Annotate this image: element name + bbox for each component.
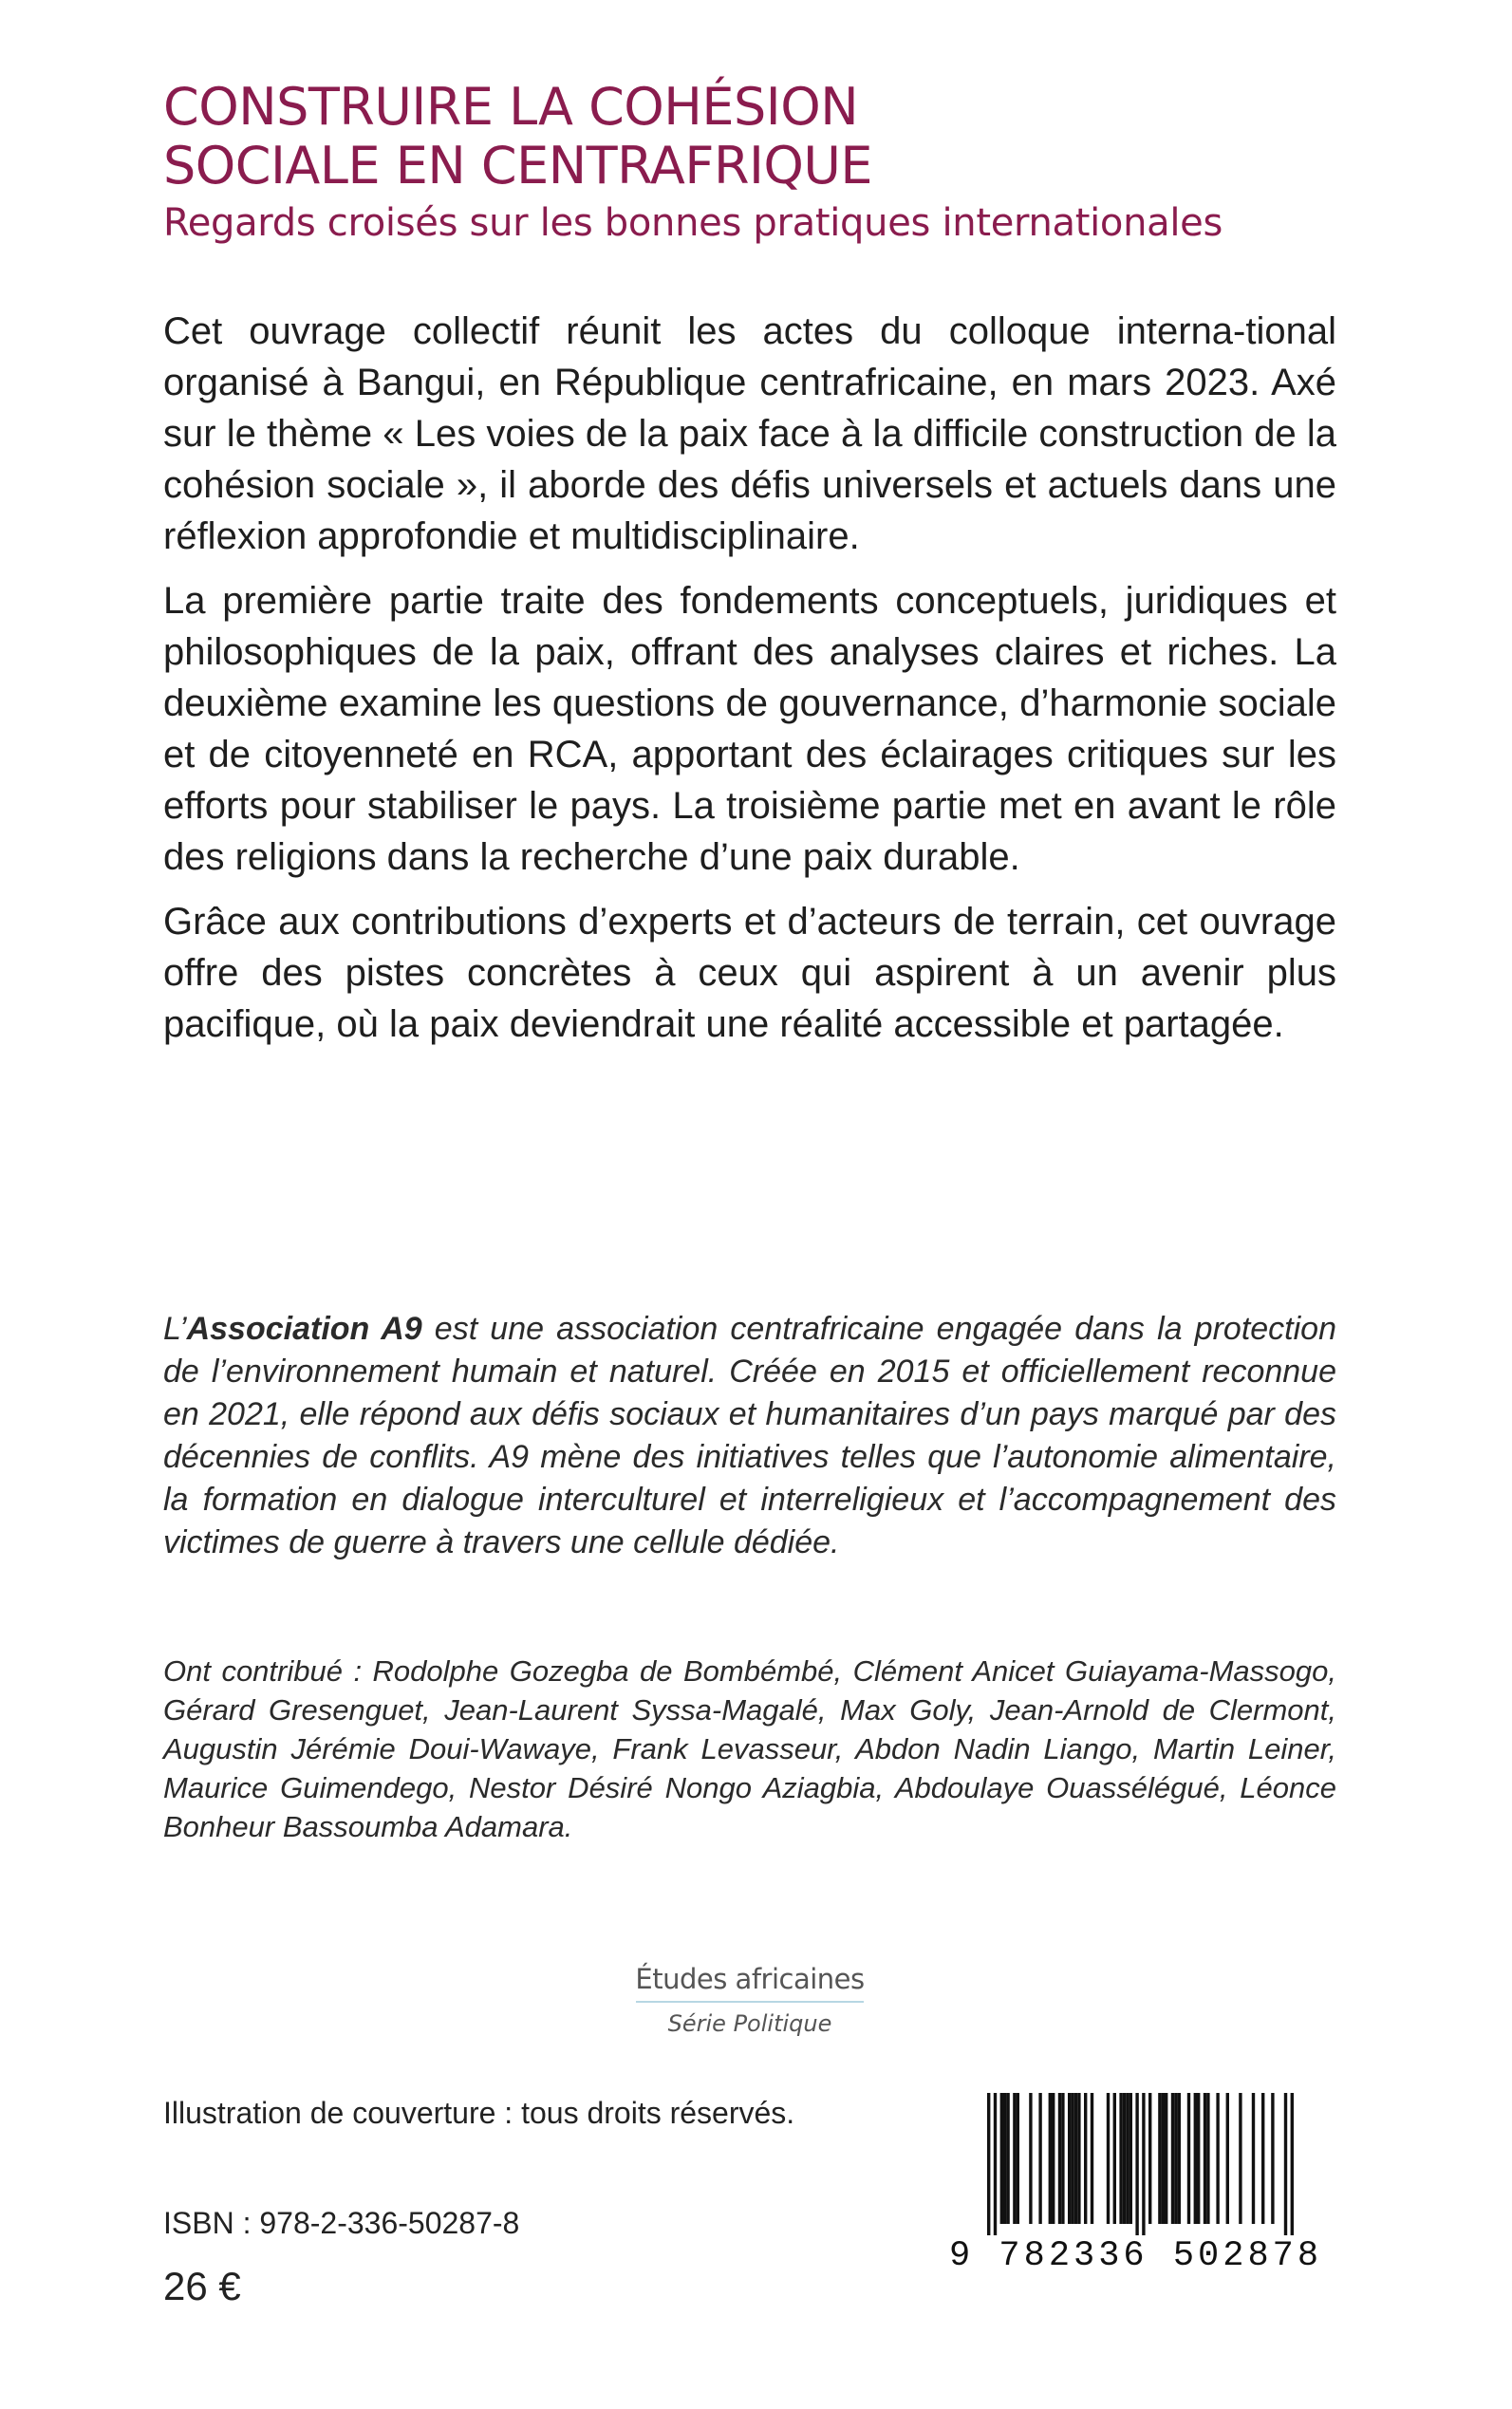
barcode-bar — [1216, 2093, 1219, 2224]
barcode-bar — [1068, 2093, 1071, 2224]
association-text: est une association centrafricaine engagée dans la protection de l’environnement humain et naturel. Créée en 2015 et officiellement reconnue en 2021, elle répond aux défis sociaux et humanitaires d’un pays marqué par des décennies de conflits. A9 mène des initiatives telles que l’autonomie alimentaire, la formation en dialogue interculturel et interreligieux et l’accompagnement des victimes de guerre à travers une cellule dédiée. — [163, 1311, 1336, 1560]
barcode-bars — [987, 2093, 1310, 2235]
barcode-bar — [1006, 2093, 1009, 2224]
isbn: ISBN : 978-2-336-50287-8 — [163, 2206, 520, 2240]
barcode-bar — [1252, 2093, 1255, 2224]
barcode-bar — [1194, 2093, 1197, 2224]
barcode-bar — [1226, 2093, 1229, 2224]
illustration-credit: Illustration de couverture : tous droits réservés. — [163, 2096, 795, 2130]
barcode-bar — [1107, 2093, 1110, 2224]
barcode-bar — [1135, 2093, 1138, 2235]
barcode-bar — [1049, 2093, 1052, 2224]
barcode-bar — [1038, 2093, 1041, 2224]
barcode-bar — [1162, 2093, 1165, 2224]
barcode-bar — [1271, 2093, 1274, 2224]
book-title-line-2: SOCIALE EN CENTRAFRIQUE — [163, 136, 873, 196]
barcode-bar — [1291, 2093, 1294, 2235]
barcode-bar — [1204, 2093, 1206, 2224]
barcode-bar — [1165, 2093, 1167, 2224]
barcode-bar — [1077, 2093, 1080, 2224]
book-subtitle: Regards croisés sur les bonnes pratiques internationales — [163, 201, 1223, 245]
barcode-bar — [987, 2093, 990, 2235]
barcode-bar — [1142, 2093, 1145, 2235]
blurb — [163, 306, 1336, 1063]
blurb-paragraph-3: Grâce aux contributions d’experts et d’acteurs de terrain, cet ouvrage offre des pistes concrètes à ceux qui aspirent à un avenir plus pacifique, où la paix deviendrait une réalité accessible et partagée. — [163, 901, 1336, 1045]
barcode-bar — [1003, 2093, 1006, 2224]
collection-name: Études africaines — [635, 1963, 865, 1995]
barcode-bar — [1091, 2093, 1093, 2224]
barcode-bar — [994, 2093, 997, 2235]
association-description — [163, 1308, 1336, 1564]
barcode-bar — [1239, 2093, 1241, 2224]
barcode-bar — [1178, 2093, 1181, 2224]
barcode-bar — [1119, 2093, 1122, 2224]
contributors-list: Ont contribué : Rodolphe Gozegba de Bombémbé, Clément Anicet Guiayama-Massogo, Gérard Gresenguet, Jean-Laurent Syssa-Magalé, Max Goly, Jean-Arnold de Clermont, Augustin Jérémie Doui-Wawaye, Frank Levasseur, Abdon Nadin Liango, Martin Leiner, Maurice Guimendego, Nestor Désiré Nongo Aziagbia, Abdoulaye Ouassélégué, Léonce Bonheur Bassoumba Adamara. — [163, 1654, 1336, 1843]
barcode-bar — [1074, 2093, 1077, 2224]
barcode-digits: 9 782336 502878 — [949, 2236, 1323, 2276]
barcode-bar — [1113, 2093, 1116, 2224]
collection-series: Série Politique — [667, 2010, 832, 2037]
barcode-bar — [1284, 2093, 1287, 2235]
barcode-bar — [1071, 2093, 1073, 2224]
price: 26 € — [163, 2264, 241, 2308]
barcode-bar — [1017, 2093, 1019, 2224]
barcode-bar — [1029, 2093, 1032, 2224]
barcode-bar — [1261, 2093, 1264, 2224]
barcode-bar — [1148, 2093, 1151, 2224]
barcode-bar — [1052, 2093, 1055, 2224]
barcode-bar — [1174, 2093, 1177, 2224]
barcode-bar — [1158, 2093, 1161, 2224]
barcode-bar — [1061, 2093, 1064, 2224]
barcode-bar — [1129, 2093, 1132, 2224]
association-name: Association A9 — [186, 1311, 422, 1347]
barcode-bar — [1197, 2093, 1200, 2224]
association-prefix: L’ — [163, 1311, 187, 1347]
book-title — [163, 78, 1350, 196]
blurb-paragraph-1: Cet ouvrage collectif réunit les actes du colloque interna-tional organisé à Bangui, en République centrafricaine, en mars 2023. Axé sur le thème « Les voies de la paix face à la difficile construction de la cohésion sociale », il aborde des défis universels et actuels dans une réflexion approfondie et multidisciplinaire. — [163, 310, 1336, 557]
blurb-paragraph-2: La première partie traite des fondements conceptuels, juridiques et philosophiques de la paix, offrant des analyses claires et riches. La deuxième examine les questions de gouvernance, d’harmonie sociale et de citoyenneté en RCA, apportant des éclairages critiques sur les efforts pour stabiliser le pays. La troisième partie met en avant le rôle des religions dans la recherche d’une paix durable. — [163, 580, 1336, 878]
barcode-bar — [1123, 2093, 1126, 2224]
barcode-bar — [1206, 2093, 1209, 2224]
barcode-bar — [1058, 2093, 1061, 2224]
barcode-bar — [1126, 2093, 1129, 2224]
barcode-bar — [1013, 2093, 1016, 2224]
barcode-bar — [1171, 2093, 1174, 2224]
barcode-bar — [1000, 2093, 1003, 2224]
barcode-bar — [1084, 2093, 1087, 2224]
collection-divider — [636, 2001, 864, 2003]
collection-logo — [626, 1963, 873, 2037]
barcode-bar — [1187, 2093, 1190, 2224]
book-title-line-1: CONSTRUIRE LA COHÉSION — [163, 77, 859, 137]
